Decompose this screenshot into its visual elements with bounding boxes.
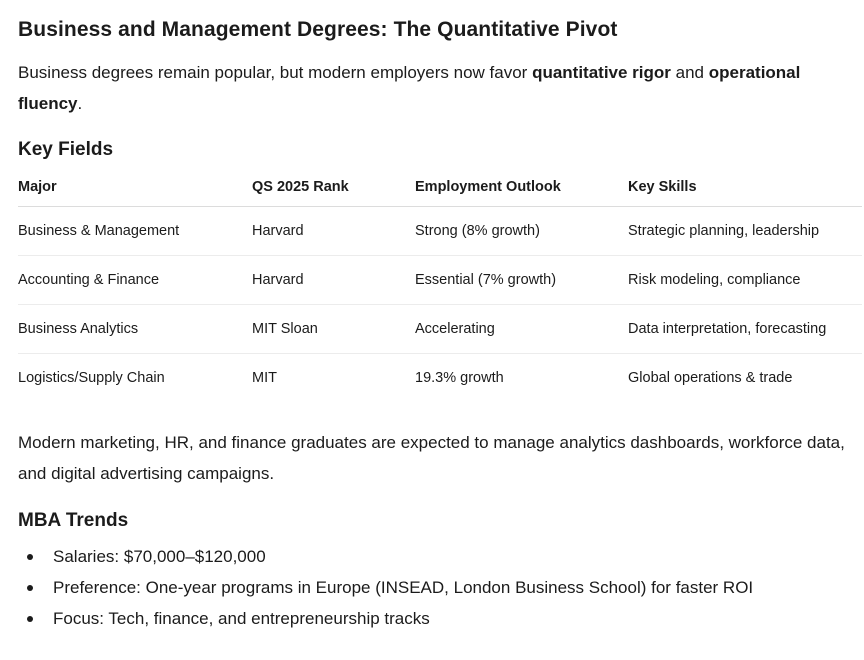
- cell-outlook: Accelerating: [415, 305, 628, 354]
- intro-text-start: Business degrees remain popular, but modern employers now favor: [18, 63, 533, 82]
- table-header-row: [18, 168, 862, 207]
- intro-text-end: .: [77, 94, 83, 113]
- table-row: [18, 207, 862, 256]
- column-header-skills: Key Skills: [628, 168, 862, 207]
- list-item: [18, 541, 753, 572]
- cell-skills: Global operations & trade: [628, 370, 793, 386]
- mba-trends-heading: MBA Trends: [18, 510, 129, 531]
- column-header-outlook: Employment Outlook: [415, 168, 628, 207]
- cell-rank: MIT Sloan: [252, 305, 415, 354]
- analytics-paragraph: Modern marketing, HR, and finance graduates are expected to manage analytics dashboards, workforce data, and digital advertising campaigns.: [18, 433, 845, 483]
- column-header-major: Major: [18, 168, 252, 207]
- intro-bold-operational: operational fluency: [18, 63, 801, 113]
- cell-rank: MIT: [252, 370, 277, 386]
- mba-trends-list: [18, 541, 753, 634]
- intro-bold-quantitative: quantitative rigor: [532, 63, 671, 82]
- cell-rank: Harvard: [252, 256, 415, 305]
- intro-paragraph: [18, 57, 848, 119]
- table-row: [18, 256, 862, 305]
- cell-major: Logistics/Supply Chain: [18, 370, 165, 386]
- key-fields-table: [18, 168, 862, 402]
- cell-major: Accounting & Finance: [18, 256, 252, 305]
- cell-outlook: Strong (8% growth): [415, 207, 628, 256]
- cell-skills: Strategic planning, leadership: [628, 207, 862, 256]
- column-header-rank: QS 2025 Rank: [252, 168, 415, 207]
- cell-skills: Data interpretation, forecasting: [628, 305, 862, 354]
- list-item-text: Preference: One-year programs in Europe (INSEAD, London Business School) for faster ROI: [53, 578, 754, 597]
- cell-major: Business & Management: [18, 207, 252, 256]
- cell-rank: Harvard: [252, 207, 415, 256]
- table-row: [18, 305, 862, 354]
- list-item-text: Salaries: $70,000–$120,000: [53, 547, 266, 566]
- bullet-icon: [27, 616, 33, 622]
- list-item-text: Focus: Tech, finance, and entrepreneurship tracks: [53, 609, 430, 628]
- bullet-icon: [27, 554, 33, 560]
- page-title: Business and Management Degrees: The Quantitative Pivot: [18, 18, 618, 41]
- cell-outlook: Essential (7% growth): [415, 256, 628, 305]
- list-item: [18, 572, 753, 603]
- cell-outlook: 19.3% growth: [415, 370, 504, 386]
- cell-skills: Risk modeling, compliance: [628, 256, 862, 305]
- bullet-icon: [27, 585, 33, 591]
- cell-major: Business Analytics: [18, 305, 252, 354]
- key-fields-heading: Key Fields: [18, 139, 114, 160]
- table-row: [18, 354, 862, 403]
- list-item: [18, 603, 753, 634]
- intro-text-middle: and: [670, 63, 709, 82]
